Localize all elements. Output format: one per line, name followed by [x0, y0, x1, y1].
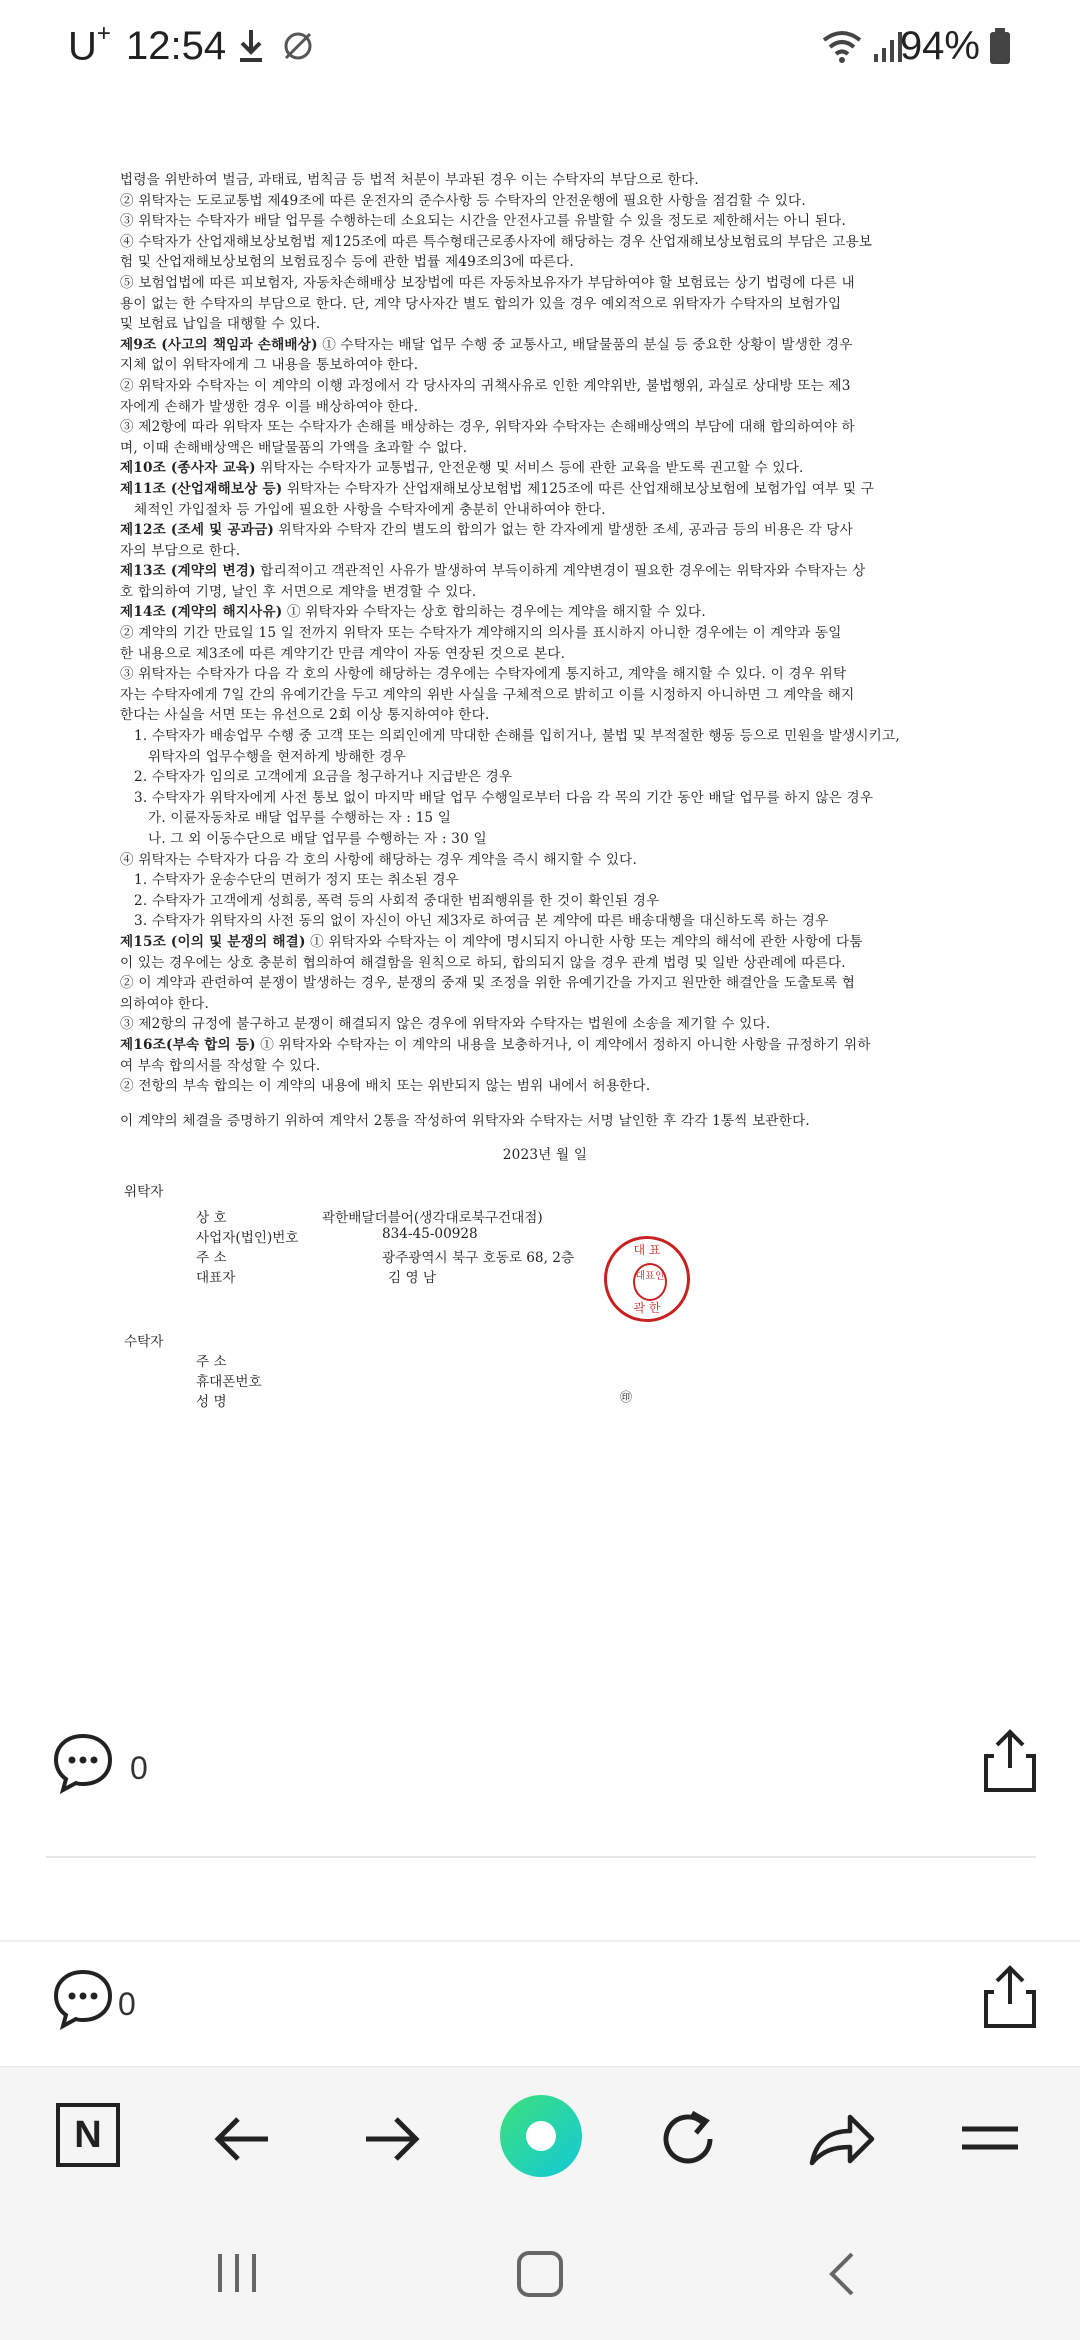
doc-list-item: 나. 그 외 이동수단으로 배달 업무를 수행하는 자 : 30 일 [148, 831, 487, 847]
wifi-icon [820, 28, 870, 66]
contract-date: 2023년 월 일 [502, 1147, 588, 1164]
doc-line: 체적인 가입절차 등 가입에 필요한 사항을 수탁자에게 충분히 안내하여야 한다. [134, 501, 606, 518]
doc-line: ② 계약의 기간 만료일 15 일 전까지 위탁자 또는 수탁자가 계약해지의 의사를 표시하지 아니한 경우에는 이 계약과 동일 [120, 625, 842, 642]
consignee-label: 수탁자 [124, 1333, 164, 1350]
comment-count: 0 [130, 1750, 148, 1786]
doc-line: 여 부속 합의서를 작성할 수 있다. [120, 1057, 321, 1074]
green-dot-icon[interactable] [498, 2093, 584, 2179]
share-icon[interactable] [806, 2107, 876, 2171]
trade-name-label: 상 호 [196, 1209, 227, 1226]
article-11 [120, 479, 940, 500]
consignee-name-label: 성 명 [196, 1393, 227, 1410]
carrier-label: U+ [68, 20, 111, 69]
article-15-title: 제15조 (이의 및 분쟁의 해결) [120, 933, 306, 950]
consignee-address-label: 주 소 [196, 1353, 227, 1370]
seal-text: 곽 한 [633, 1300, 661, 1315]
article-9 [120, 335, 940, 356]
address-label: 주 소 [196, 1249, 227, 1266]
doc-line: ③ 위탁자는 수탁자가 다음 각 호의 사항에 해당하는 경우에는 수탁자에게 통지하고, 계약을 해지할 수 있다. 이 경우 위탁 [120, 666, 847, 683]
battery-icon [988, 28, 1012, 66]
doc-line: 위탁자는 수탁자가 산업재해보상보험법 제125조에 따른 산업재해보상보험에 보험가입 여부 및 구 [282, 480, 875, 497]
doc-line: 험 및 산업재해보상보험의 보험료징수 등에 관한 법률 제49조의3에 따른다. [120, 254, 574, 271]
doc-line: 한다는 사실을 서면 또는 유선으로 2회 이상 통지하여야 한다. [120, 707, 490, 724]
battery-percent: 94% [899, 24, 980, 68]
doc-line: ⑤ 보험업법에 따른 피보험자, 자동차손해배상 보장법에 따른 자동차보유자가 부담하여야 할 보험료는 상기 법령에 다른 내 [120, 274, 855, 291]
doc-line: 및 보험료 납입을 대행할 수 있다. [120, 316, 321, 333]
article-10 [120, 458, 940, 479]
menu-icon[interactable] [958, 2107, 1022, 2171]
biz-no-label: 사업자(법인)번호 [196, 1229, 299, 1246]
doc-line: ① 수탁자는 배달 업무 수행 중 교통사고, 배달물품의 분실 등 중요한 상황이 발생한 경우 [317, 336, 853, 353]
article-13-title: 제13조 (계약의 변경) [120, 563, 256, 580]
doc-list-item: 3. 수탁자가 위탁자의 사전 동의 없이 자신이 아닌 제3자로 하여금 본 계약에 따른 배송대행을 대신하도록 하는 경우 [134, 913, 829, 930]
post-actions-row [0, 1708, 1080, 1828]
address-value: 광주광역시 북구 호동로 68, 2층 [382, 1249, 574, 1266]
clock: 12:54 [126, 24, 227, 68]
representative-value: 김 영 남 [388, 1269, 437, 1286]
sync-off-icon [280, 28, 316, 64]
consignee-phone-label: 휴대폰번호 [196, 1373, 262, 1390]
back-arrow-icon[interactable] [210, 2107, 274, 2171]
doc-line: 용이 없는 한 수탁자의 부담으로 한다. 단, 계약 당사자간 별도 합의가 있을 경우 예외적으로 위탁자가 수탁자의 보험가입 [120, 295, 842, 312]
article-15 [120, 932, 940, 953]
company-seal-icon [604, 1236, 690, 1322]
sticky-actions-row [0, 1944, 1080, 2064]
trade-name-value: 곽한배달더블어(생각대로북구건대점) [322, 1209, 543, 1226]
doc-line: 의하여야 한다. [120, 995, 210, 1012]
doc-line: ② 이 계약과 관련하여 분쟁이 발생하는 경우, 분쟁의 중재 및 조정을 위한 유예기간을 가지고 원만한 해결안을 도출토록 협 [120, 975, 856, 992]
doc-line: 지체 없이 위탁자에게 그 내용을 통보하여야 한다. [120, 357, 419, 374]
refresh-icon[interactable] [656, 2107, 720, 2171]
doc-line: ② 전항의 부속 합의는 이 계약의 내용에 배치 또는 위반되지 않는 범위 내에서 허용한다. [120, 1078, 651, 1095]
comment-icon[interactable] [52, 1968, 114, 2030]
doc-line: 자의 부담으로 한다. [120, 542, 241, 559]
system-nav-bar [0, 2216, 1080, 2340]
share-icon[interactable] [980, 1726, 1040, 1796]
divider [46, 1856, 1036, 1858]
closing-statement: 이 계약의 체결을 증명하기 위하여 계약서 2통을 작성하여 위탁자와 수탁자는 서명 날인한 후 각각 1통씩 보관한다. [120, 1112, 810, 1129]
seal-mark-icon: ㊞ [620, 1389, 633, 1404]
doc-line: 위탁자는 수탁자가 교통법규, 안전운행 및 서비스 등에 관한 교육을 받도록 권고할 수 있다. [255, 460, 804, 477]
doc-line: ② 위탁자는 도로교통법 제49조에 따른 운전자의 준수사항 등 수탁자의 안전운행에 필요한 사항을 점검할 수 있다. [120, 192, 806, 209]
doc-line: ③ 위탁자는 수탁자가 배달 업무를 수행하는데 소요되는 시간을 안전사고를 유발할 수 있을 정도로 제한해서는 아니 된다. [120, 213, 847, 230]
article-13 [120, 561, 940, 582]
doc-line: ② 위탁자와 수탁자는 이 계약의 이행 과정에서 각 당사자의 귀책사유로 인한 계약위반, 불법행위, 과실로 상대방 또는 제3 [120, 377, 851, 394]
seal-text: 대표인 [633, 1263, 667, 1301]
article-11-title: 제11조 (산업재해보상 등) [120, 480, 283, 497]
share-icon[interactable] [980, 1962, 1040, 2032]
comment-count: 0 [118, 1986, 136, 2022]
article-14 [120, 602, 940, 623]
recent-apps-icon[interactable] [212, 2248, 262, 2298]
doc-list-item: 위탁자의 업무수행을 현저하게 방해한 경우 [148, 748, 407, 765]
doc-line: 자에게 손해가 발생한 경우 이를 배상하여야 한다. [120, 398, 419, 415]
contract-document [120, 170, 940, 1420]
home-icon[interactable] [514, 2248, 566, 2300]
biz-no-value: 834-45-00928 [382, 1225, 478, 1242]
consignor-label: 위탁자 [124, 1183, 164, 1200]
status-bar [0, 0, 1080, 96]
article-16 [120, 1035, 940, 1056]
doc-line: ④ 위탁자는 수탁자가 다음 각 호의 사항에 해당하는 경우 계약을 즉시 해지할 수 있다. [120, 851, 638, 868]
divider [0, 1940, 1080, 1942]
doc-line: ① 위탁자와 수탁자는 이 계약에 명시되지 아니한 사항 또는 계약의 해석에 관한 사항에 다툼 [305, 933, 863, 950]
article-10-title: 제10조 (종사자 교육) [120, 460, 256, 477]
article-9-title: 제9조 (사고의 책임과 손해배상) [120, 336, 318, 353]
doc-line: 위탁자와 수탁자 간의 별도의 합의가 없는 한 각자에게 발생한 조세, 공과금 등의 비용은 각 당사 [274, 522, 853, 539]
article-16-title: 제16조(부속 합의 등) [120, 1036, 256, 1053]
article-12 [120, 520, 940, 541]
doc-line: ① 위탁자와 수탁자는 이 계약의 내용을 보충하거나, 이 계약에서 정하지 아니한 사항을 규정하기 위하 [255, 1036, 871, 1053]
doc-line: 한 내용으로 제3조에 따른 계약기간 만큼 계약이 자동 연장된 것으로 본다. [120, 645, 566, 662]
doc-line: ④ 수탁자가 산업재해보상보험법 제125조에 따른 특수형태근로종사자에 해당하는 경우 산업재해보상보험료의 부담은 고용보 [120, 233, 873, 250]
doc-line: 이 있는 경우에는 상호 충분히 협의하여 해결함을 원칙으로 하되, 합의되지 않을 경우 관계 법령 및 일반 상관례에 따른다. [120, 954, 846, 971]
representative-label: 대표자 [196, 1269, 236, 1286]
comment-icon[interactable] [52, 1732, 114, 1794]
doc-line: 자는 수탁자에게 7일 간의 유예기간을 두고 계약의 위반 사실을 구체적으로 밝히고 이를 시정하지 아니하면 그 계약을 해지 [120, 686, 855, 703]
signature-block [120, 1180, 940, 1420]
doc-line: ③ 제2항에 따라 위탁자 또는 수탁자가 손해를 배상하는 경우, 위탁자와 수탁자는 손해배상액의 부담에 대해 합의하여야 하 [120, 419, 855, 436]
article-14-title: 제14조 (계약의 해지사유) [120, 604, 283, 621]
naver-icon[interactable]: N [56, 2103, 120, 2167]
doc-list-item: 가. 이륜자동차로 배달 업무를 수행하는 자 : 15 일 [148, 810, 452, 827]
download-icon [236, 28, 266, 64]
browser-toolbar [0, 2066, 1080, 2216]
doc-list-item: 1. 수탁자가 배송업무 수행 중 고객 또는 의뢰인에게 막대한 손해를 입히거나, 불법 및 부적절한 행동 등으로 민원을 발생시키고, [134, 728, 900, 745]
doc-line: 합리적이고 객관적인 사유가 발생하여 부득이하게 계약변경이 필요한 경우에는 위탁자와 수탁자는 상 [255, 563, 866, 580]
forward-arrow-icon[interactable] [360, 2107, 424, 2171]
doc-list-item: 2. 수탁자가 임의로 고객에게 요금을 청구하거나 지급받은 경우 [134, 769, 513, 786]
seal-text: 대 표 [633, 1242, 661, 1257]
doc-list-item: 1. 수탁자가 운송수단의 면허가 정지 또는 취소된 경우 [134, 872, 459, 889]
doc-line: 호 합의하여 기명, 날인 후 서면으로 계약을 변경할 수 있다. [120, 583, 477, 600]
doc-line: ① 위탁자와 수탁자는 상호 합의하는 경우에는 계약을 해지할 수 있다. [282, 604, 706, 621]
doc-line: 법령을 위반하여 벌금, 과태료, 범칙금 등 법적 처분이 부과된 경우 이는 수탁자의 부담으로 한다. [120, 172, 699, 188]
back-icon[interactable] [822, 2248, 862, 2300]
doc-line: 며, 이때 손해배상액은 배달물품의 가액을 초과할 수 없다. [120, 439, 468, 456]
article-12-title: 제12조 (조세 및 공과금) [120, 522, 275, 539]
doc-list-item: 2. 수탁자가 고객에게 성희롱, 폭력 등의 사회적 중대한 범죄행위를 한 것이 확인된 경우 [134, 892, 660, 909]
doc-line: ③ 제2항의 규정에 불구하고 분쟁이 해결되지 않은 경우에 위탁자와 수탁자는 법원에 소송을 제기할 수 있다. [120, 1016, 771, 1033]
doc-list-item: 3. 수탁자가 위탁자에게 사전 통보 없이 마지막 배달 업무 수행일로부터 다음 각 목의 기간 동안 배달 업무를 하지 않은 경우 [134, 789, 874, 806]
